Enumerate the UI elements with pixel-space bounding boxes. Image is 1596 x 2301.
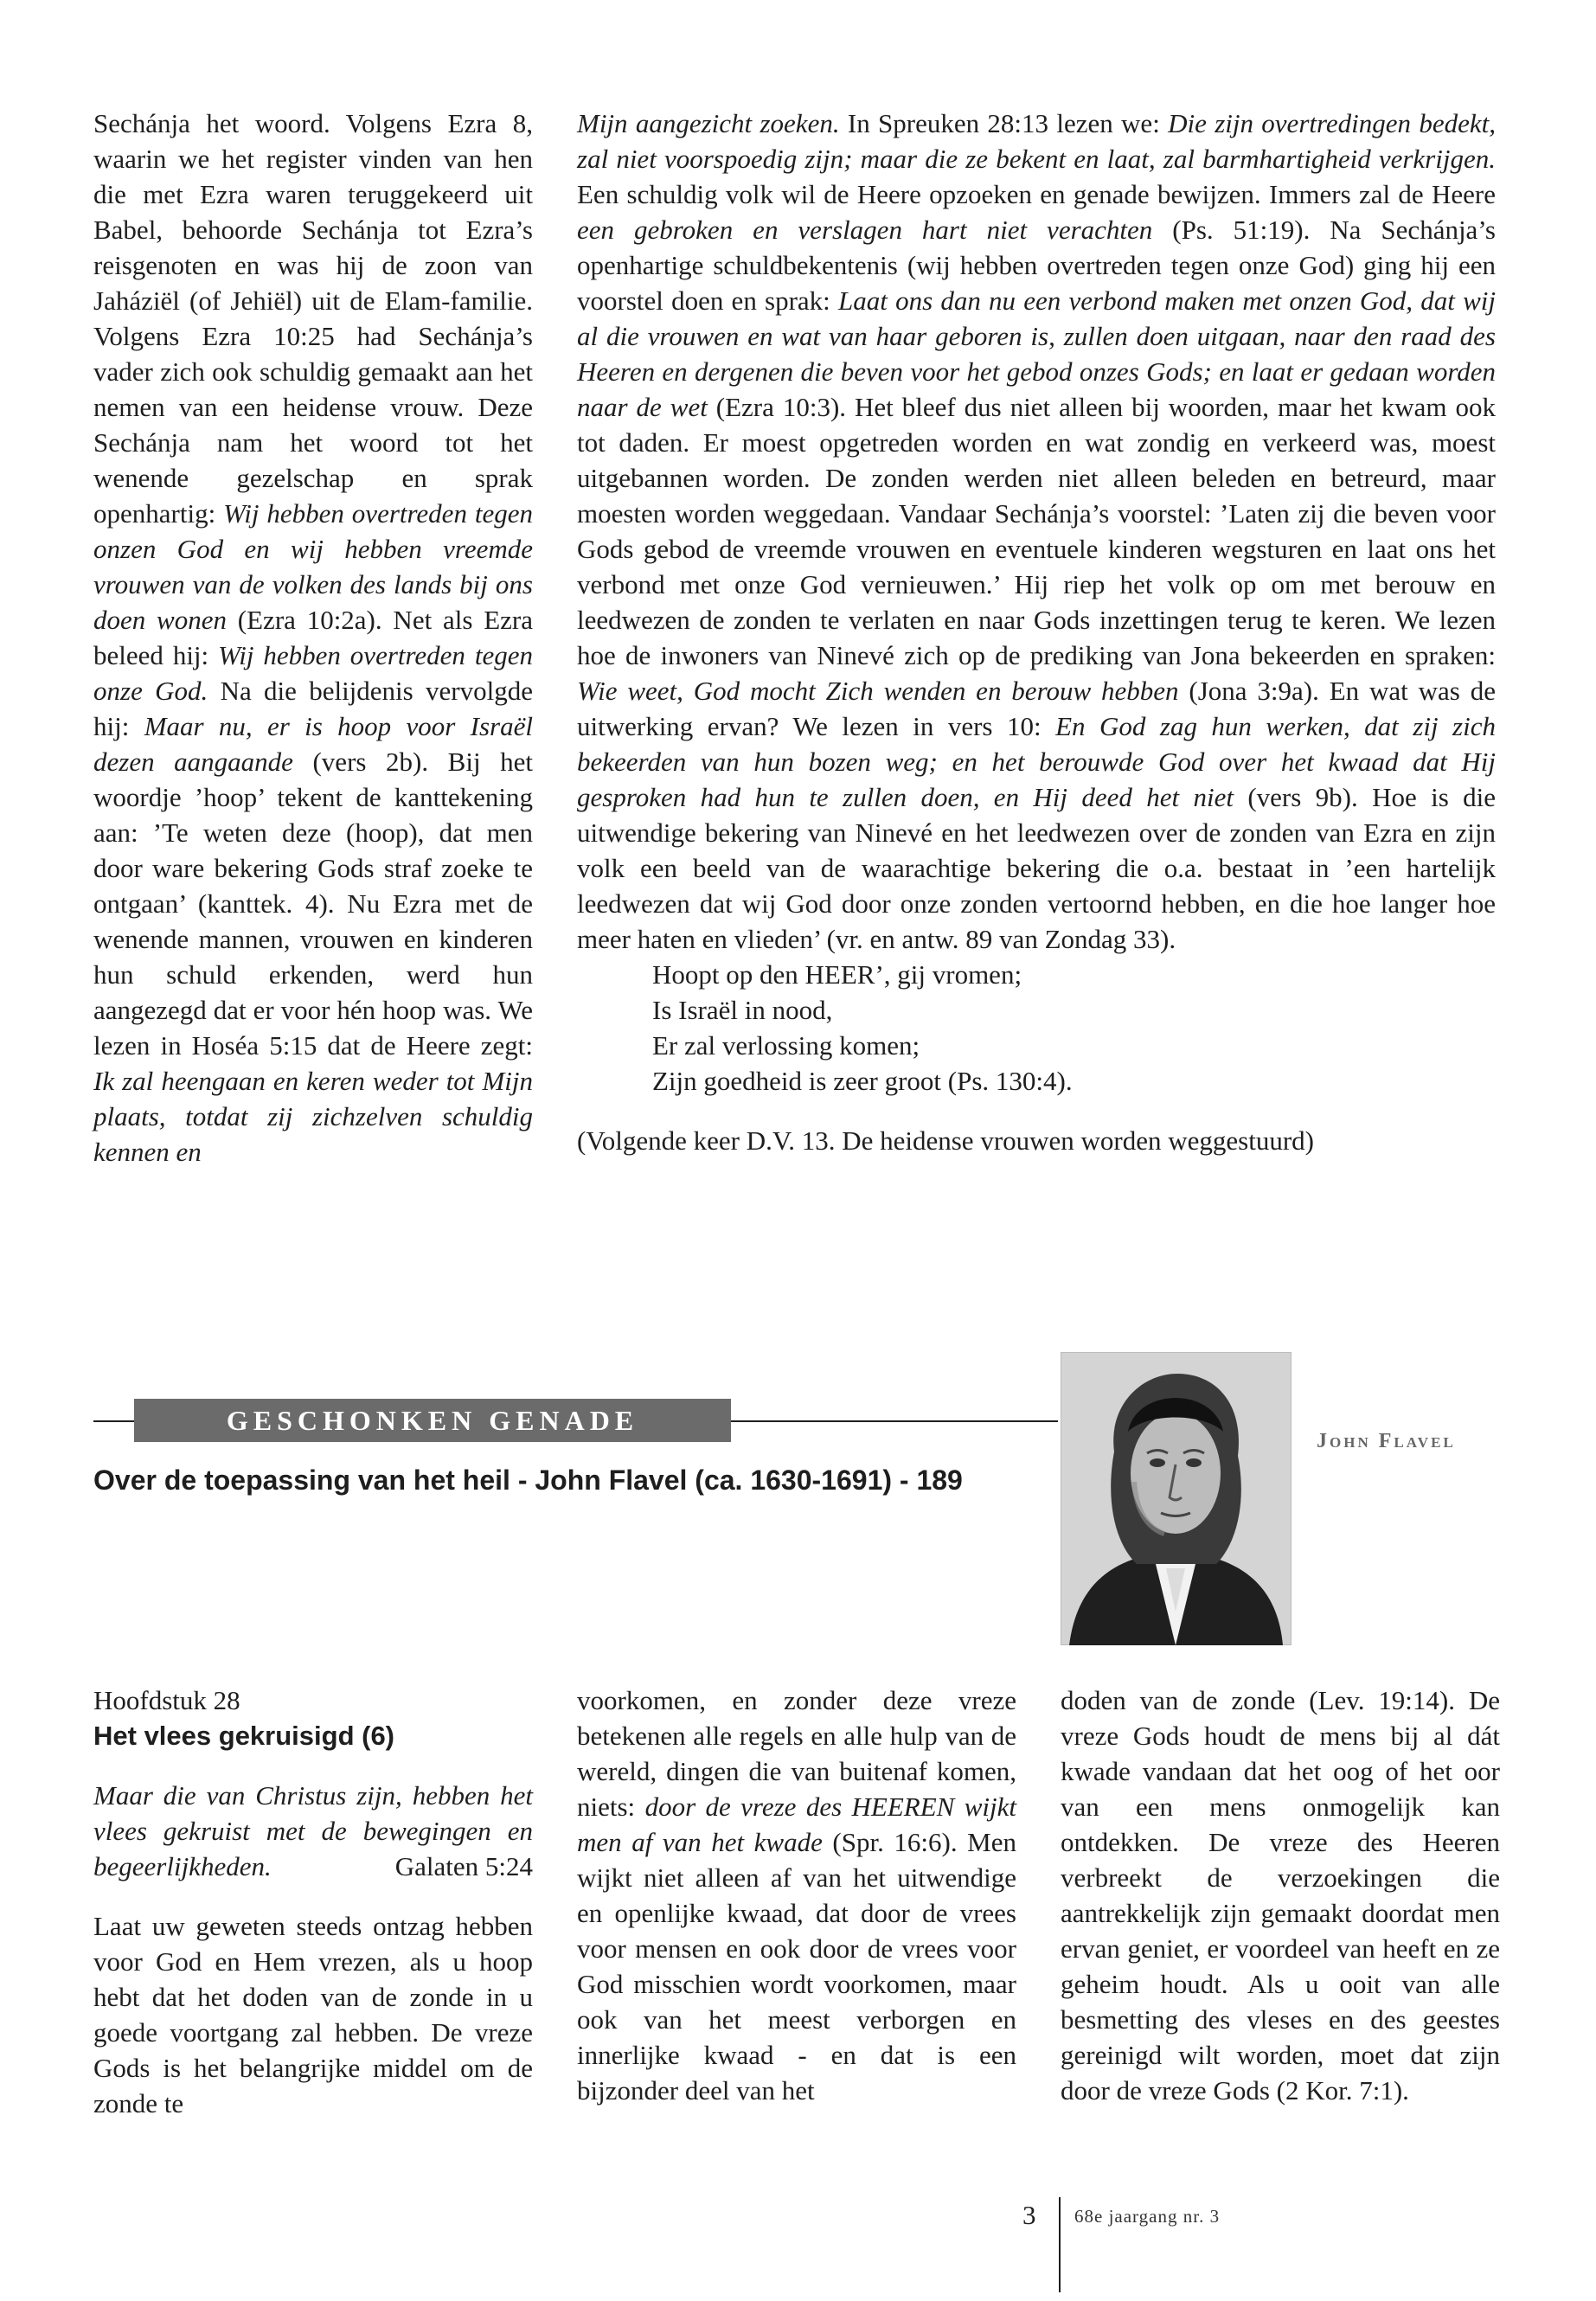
chapter-number: Hoofdstuk 28: [93, 1685, 240, 1715]
motto-quote: Maar die van Christus zijn, hebben het vlees gekruist met de bewegingen en begeerlijkheden.: [93, 1780, 533, 1881]
body-paragraph: voorkomen, en zonder deze vreze betekenen alle regels en alle hulp van de wereld, dingen die van buitenaf komen, niets: door de vreze des HEEREN wijkt men af van het kwade (Spr. 16:6). Men wijkt niet alleen af van het uitwendige en openlijke kwaad, dat door de vrees voor mensen en ook door de vrees voor God misschien wordt voorkomen, maar ook van het meest verborgen en innerlijke kwaad - en dat is een bijzonder deel van het: [577, 1685, 1016, 2106]
body-paragraph: Laat uw geweten steeds ontzag hebben voor God en Hem vrezen, als u hoop hebt dat het doden van de zonde in u goede voortgang zal hebben. De vreze Gods is het belangrijke middel om de zonde te: [93, 1911, 533, 2118]
top-left-paragraph: Sechánja het woord. Volgens Ezra 8, waarin we het register vinden van hen die met Ezra waren teruggekeerd uit Babel, behoorde Sechánja tot Ezra’s reisgenoten en was hij de zoon van Jaháziël (of Jehiël) uit de Elam-familie. Volgens Ezra 10:25 had Sechánja’s vader zich ook schuldig gemaakt aan het nemen van een heidense vrouw. Deze Sechánja nam het woord tot het wenende gezelschap en sprak openhartig: Wij hebben overtreden tegen onzen God en wij hebben vreemde vrouwen van de volken des lands bij ons doen wonen (Ezra 10:2a). Net als Ezra beleed hij: Wij hebben overtreden tegen onze God. Na die belijdenis vervolgde hij: Maar nu, er is hoop voor Israël dezen aangaande (vers 2b). Bij het woordje ’hoop’ tekent de kanttekening aan: ’Te weten deze (hoop), dat men door ware bekering Gods straf zoeke te ontgaan’ (kanttek. 4). Nu Ezra met de wenende mannen, vrouwen en kinderen hun schuld erkenden, werd hun aangezegd dat er voor hén hoop was. We lezen in Hoséa 5:15 dat de Heere zegt: Ik zal heengaan en keren weder tot Mijn plaats, totdat zij zichzelven schuldig kennen en: [93, 108, 534, 1167]
article-heading: Over de toepassing van het heil - John Flavel (ca. 1630-1691) - 189: [93, 1465, 963, 1496]
quote-hosea-5-15: Ik zal heengaan en keren weder tot Mijn plaats, totdat zij zichzelven schuldig kennen en: [93, 1066, 533, 1167]
portrait-engraving: [1061, 1352, 1292, 1645]
bottom-column-2: [577, 1682, 1016, 2108]
page-number: 3: [1022, 2200, 1036, 2230]
bottom-column-1: [93, 1682, 533, 2121]
journal-issue: 68e jaargang nr. 3: [1074, 2206, 1221, 2227]
next-episode-note: (Volgende keer D.V. 13. De heidense vrouwen worden weggestuurd): [577, 1125, 1314, 1156]
footer-divider: [1059, 2197, 1061, 2292]
poem-line: Zijn goedheid is zeer groot (Ps. 130:4).: [652, 1066, 1073, 1096]
quote-ezra-confession: Wij hebben overtreden tegen onze God.: [93, 640, 533, 706]
motto-reference: Galaten 5:24: [394, 1851, 533, 1881]
chapter-title: Het vlees gekruisigd (6): [93, 1721, 395, 1751]
section-banner: GESCHONKEN GENADE: [134, 1399, 731, 1442]
quote-ezra-10-2b: Maar nu, er is hoop voor Israël dezen aangaande: [93, 711, 533, 777]
body-paragraph: doden van de zonde (Lev. 19:14). De vreze Gods houdt de mens bij al dát kwade vandaan dat het oog of het oor van een mens onmogelijk kan ontdekken. De vreze des Heeren verbreekt de verzoekingen die aantrekkelijk zijn gemaakt doordat men ervan geniet, er voordeel van heeft en ze geheim houdt. Als u ooit van alle besmetting des vleses en des geestes gereinigd wilt worden, moet dat zijn door de vreze Gods (2 Kor. 7:1).: [1061, 1685, 1500, 2106]
poem-line: Er zal verlossing komen;: [652, 1030, 920, 1061]
top-right-column: [577, 106, 1496, 1158]
author-name-label: John Flavel: [1317, 1430, 1456, 1452]
poem-line: Hoopt op den HEER’, gij vromen;: [652, 959, 1022, 990]
top-right-paragraph: Mijn aangezicht zoeken. In Spreuken 28:13 lezen we: Die zijn overtredingen bedekt, zal niet voorspoedig zijn; maar die ze bekent en laat, zal barmhartigheid verkrijgen. Een schuldig volk wil de Heere opzoeken en genade bewijzen. Immers zal de Heere een gebroken en verslagen hart niet verachten (Ps. 51:19). Na Sechánja’s openhartige schuldbekentenis (wij hebben overtreden tegen onze God) ging hij een voorstel doen en sprak: Laat ons dan nu een verbond maken met onzen God, dat wij al die vrouwen en wat van haar geboren is, zullen doen uitgaan, naar den raad des Heeren en dergenen die beven voor het gebod onzes Gods; en laat er gedaan worden naar de wet (Ezra 10:3). Het bleef dus niet alleen bij woorden, maar het kwam ook tot daden. Er moest opgetreden worden en wat zondig en verkeerd was, moest uitgebannen worden. De zonden werden niet alleen beleden en betreurd, maar moesten worden weggedaan. Vandaar Sechánja’s voorstel: ’Laten zij die beven voor Gods gebod de vreemde vrouwen en eventuele kinderen wegsturen en laat ons het verbond met onze God vernieuwen.’ Hij riep het volk op om met berouw en leedwezen de zonden te verlaten en naar Gods inzettingen terug te keren. We lezen hoe de inwoners van Ninevé zich op de prediking van Jona bekeerden en spraken: Wie weet, God mocht Zich wenden en berouw hebben (Jona 3:9a). En wat was de uitwerking ervan? We lezen in vers 10: En God zag hun werken, dat zij zich bekeerden van hun bozen weg; en het berouwde God over het kwaad dat Hij gesproken had hun te zullen doen, en Hij deed het niet (vers 9b). Hoe is die uitwendige bekering van Ninevé en het leedwezen over de zonden van Ezra en zijn volk een beeld van de waarachtige bekering die o.a. bestaat in ’een hartelijk leedwezen dat wij God door onze zonden vertoornd hebben, en die hoe langer hoe meer haten en vlieden’ (vr. en antw. 89 van Zondag 33).: [577, 108, 1496, 954]
author-portrait: [1061, 1352, 1292, 1645]
bottom-column-3: [1061, 1682, 1500, 2108]
quote-proverbs-16-6: door de vreze des HEEREN wijkt men af van het kwade: [577, 1791, 1016, 1857]
poem-line: Is Israël in nood,: [652, 995, 833, 1025]
motto: [93, 1778, 533, 1884]
quote-ezra-10-2a: Wij hebben overtreden tegen onzen God en wij hebben vreemde vrouwen van de volken des lands bij ons doen wonen: [93, 498, 533, 635]
psalm-verse: [652, 957, 1496, 1099]
top-left-column: [93, 106, 533, 1170]
